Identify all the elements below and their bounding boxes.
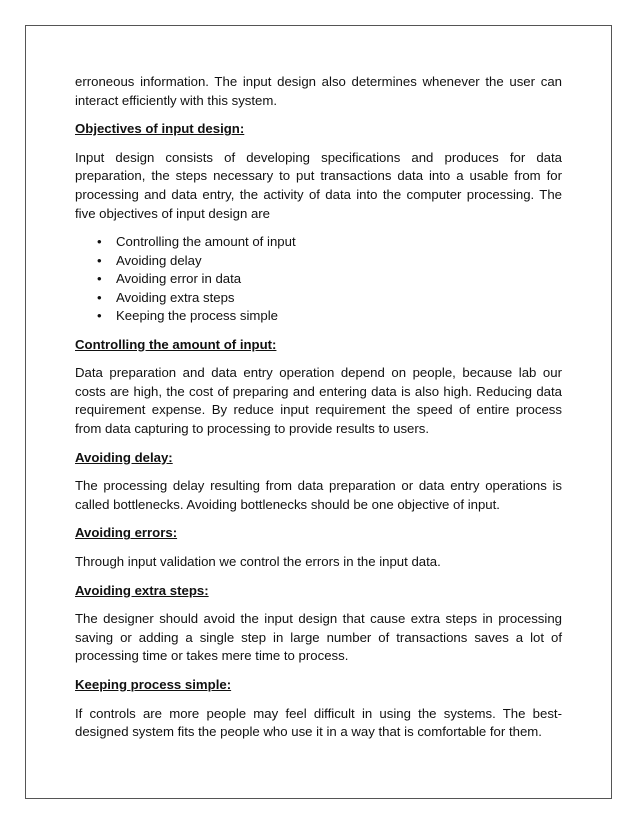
document-body: [75, 73, 562, 752]
section-body-avoiding-errors: Through input validation we control the errors in the input data.: [75, 554, 441, 569]
section-body-avoiding-delay: The processing delay resulting from data preparation or data entry operations is called bottlenecks. Avoiding bottlenecks should be one objective of input.: [75, 478, 562, 512]
list-item-text: Avoiding error in data: [116, 271, 242, 287]
intro-paragraph: erroneous information. The input design also determines whenever the user can interact efficiently with this system.: [75, 74, 562, 108]
list-item: [75, 252, 562, 271]
objectives-heading: Objectives of input design:: [75, 121, 245, 137]
list-item: [75, 289, 562, 308]
bullet-icon: •: [97, 234, 102, 250]
list-item: [75, 270, 562, 289]
objectives-list: [75, 233, 562, 326]
bullet-icon: •: [97, 308, 102, 324]
list-item: [75, 233, 562, 252]
list-item-text: Avoiding extra steps: [116, 289, 235, 305]
list-item-text: Controlling the amount of input: [116, 234, 296, 250]
bullet-icon: •: [97, 271, 102, 287]
list-item-text: Keeping the process simple: [116, 308, 279, 324]
list-item-text: Avoiding delay: [116, 252, 202, 268]
section-body-keeping-simple: If controls are more people may feel difficult in using the systems. The best-designed system fits the people who use it in a way that is comfortable for them.: [75, 705, 562, 740]
bullet-icon: •: [97, 252, 102, 268]
section-heading-avoiding-delay: Avoiding delay:: [75, 449, 173, 465]
objectives-paragraph: Input design consists of developing specifications and produces for data preparation, the steps necessary to put transactions data into a usable from for processing and data entry, the activity of data into the computer processing. The five objectives of input design are: [75, 149, 562, 221]
section-heading-avoiding-extra-steps: Avoiding extra steps:: [75, 582, 209, 598]
bullet-icon: •: [97, 289, 102, 305]
section-body-avoiding-extra-steps: The designer should avoid the input design that cause extra steps in processing saving or adding a single step in large number of transactions saves a lot of processing time or takes mere time to process.: [75, 611, 562, 664]
section-heading-controlling-input: Controlling the amount of input:: [75, 336, 277, 352]
section-heading-keeping-simple: Keeping process simple:: [75, 676, 232, 692]
section-body-controlling-input: Data preparation and data entry operation depend on people, because lab our costs are high, the cost of preparing and entering data is also high. Reducing data requirement expense. By reduce input requirement the speed of entire process from data capturing to processing to provide results to users.: [75, 365, 562, 437]
list-item: [75, 307, 562, 326]
section-heading-avoiding-errors: Avoiding errors:: [75, 525, 178, 541]
